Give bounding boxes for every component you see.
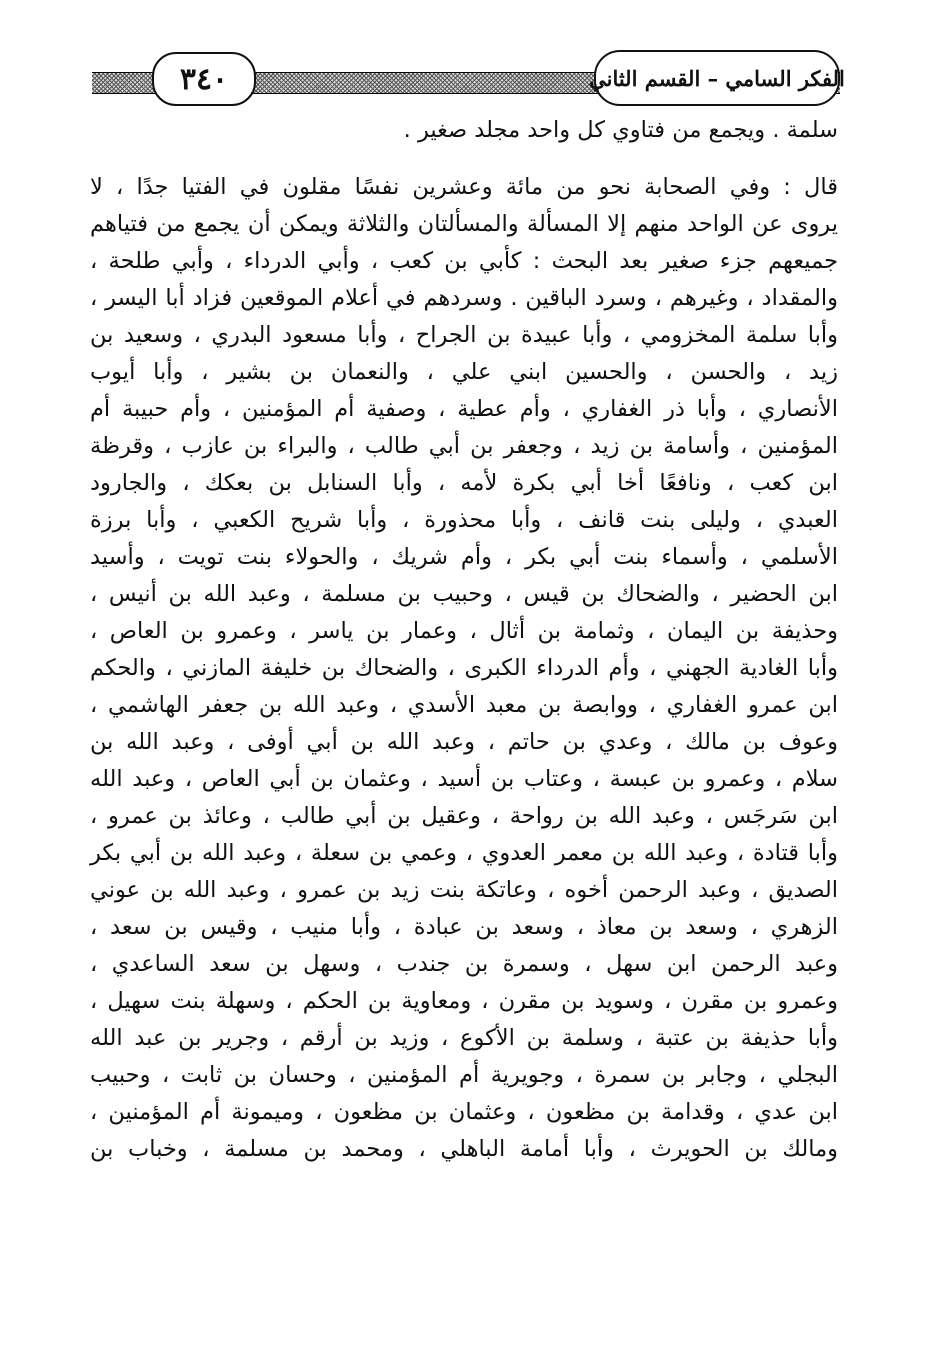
- text-line: قال : وفي الصحابة نحو من مائة وعشرين نفسًا مقلون في الفتيا جدًا ، لا: [90, 174, 838, 200]
- text-line: الأسلمي ، وأسماء بنت أبي بكر ، وأم شريك ، والحولاء بنت تويت ، وأسيد: [90, 544, 838, 570]
- text-line: جميعهم جزء صغير بعد البحث : كأبي بن كعب ، وأبي الدرداء ، وأبي طلحة ،: [90, 248, 838, 274]
- body-text: [90, 112, 838, 1168]
- text-line: المؤمنين ، وأسامة بن زيد ، وجعفر بن أبي طالب ، والبراء بن عازب ، وقرظة: [90, 433, 838, 459]
- text-line: ومالك بن الحويرث ، وأبا أمامة الباهلي ، ومحمد بن مسلمة ، وخباب بن: [90, 1136, 838, 1162]
- text-line: وحذيفة بن اليمان ، وثمامة بن أثال ، وعمار بن ياسر ، وعمرو بن العاص ،: [90, 618, 838, 644]
- text-line: وأبا قتادة ، وعبد الله بن معمر العدوي ، وعمي بن سعلة ، وعبد الله بن أبي بكر: [90, 840, 838, 866]
- text-line: ابن عدي ، وقدامة بن مظعون ، وعثمان بن مظعون ، وميمونة أم المؤمنين ،: [90, 1099, 838, 1125]
- text-line: ابن كعب ، ونافعًا أخا أبي بكرة لأمه ، وأبا السنابل بن بعكك ، والجارود: [90, 470, 838, 496]
- page-header: [92, 44, 845, 106]
- text-line: وأبا سلمة المخزومي ، وأبا عبيدة بن الجراح ، وأبا مسعود البدري ، وسعيد بن: [90, 322, 838, 348]
- text-line: الزهري ، وسعد بن معاذ ، وسعد بن عبادة ، وأبا منيب ، وقيس بن سعد ،: [90, 914, 838, 940]
- text-line: العبدي ، وليلى بنت قانف ، وأبا محذورة ، وأبا شريح الكعبي ، وأبا برزة: [90, 507, 838, 533]
- page-number: ٣٤٠: [152, 52, 256, 106]
- text-line: وعوف بن مالك ، وعدي بن حاتم ، وعبد الله بن أبي أوفى ، وعبد الله بن: [90, 729, 838, 755]
- text-line: ابن سَرجَس ، وعبد الله بن رواحة ، وعقيل بن أبي طالب ، وعائذ بن عمرو ،: [90, 803, 838, 829]
- text-line: وعبد الرحمن ابن سهل ، وسمرة بن جندب ، وسهل بن سعد الساعدي ،: [90, 951, 838, 977]
- text-line: سلام ، وعمرو بن عبسة ، وعتاب بن أسيد ، وعثمان بن أبي العاص ، وعبد الله: [90, 766, 838, 792]
- text-line: البجلي ، وجابر بن سمرة ، وجويرية أم المؤمنين ، وحسان بن ثابت ، وحبيب: [90, 1062, 838, 1088]
- text-line: وعمرو بن مقرن ، وسويد بن مقرن ، ومعاوية بن الحكم ، وسهلة بنت سهيل ،: [90, 988, 838, 1014]
- text-line: والمقداد ، وغيرهم ، وسرد الباقين . وسردهم في أعلام الموقعين فزاد أبا اليسر ،: [90, 285, 838, 311]
- text-line: الصديق ، وعبد الرحمن أخوه ، وعاتكة بنت زيد بن عمرو ، وعبد الله بن عوني: [90, 877, 838, 903]
- text-line: الأنصاري ، وأبا ذر الغفاري ، وأم عطية ، وصفية أم المؤمنين ، وأم حبيبة أم: [90, 396, 838, 422]
- text-line: وأبا حذيفة بن عتبة ، وسلمة بن الأكوع ، وزيد بن أرقم ، وجرير بن عبد الله: [90, 1025, 838, 1051]
- text-line: يروى عن الواحد منهم إلا المسألة والمسألتان والثلاثة ويمكن أن يجمع من فتياهم: [90, 211, 838, 237]
- running-title: الفكر السامي – القسم الثاني: [594, 50, 840, 106]
- text-line: زيد ، والحسن ، والحسين ابني علي ، والنعمان بن بشير ، وأبا أيوب: [90, 359, 838, 385]
- text-line: سلمة . ويجمع من فتاوي كل واحد مجلد صغير .: [403, 117, 838, 143]
- text-line: وأبا الغادية الجهني ، وأم الدرداء الكبرى ، والضحاك بن خليفة المازني ، والحكم: [90, 655, 838, 681]
- text-line: ابن الحضير ، والضحاك بن قيس ، وحبيب بن مسلمة ، وعبد الله بن أنيس ،: [90, 581, 838, 607]
- text-line: ابن عمرو الغفاري ، ووابصة بن معبد الأسدي ، وعبد الله بن جعفر الهاشمي ،: [90, 692, 838, 718]
